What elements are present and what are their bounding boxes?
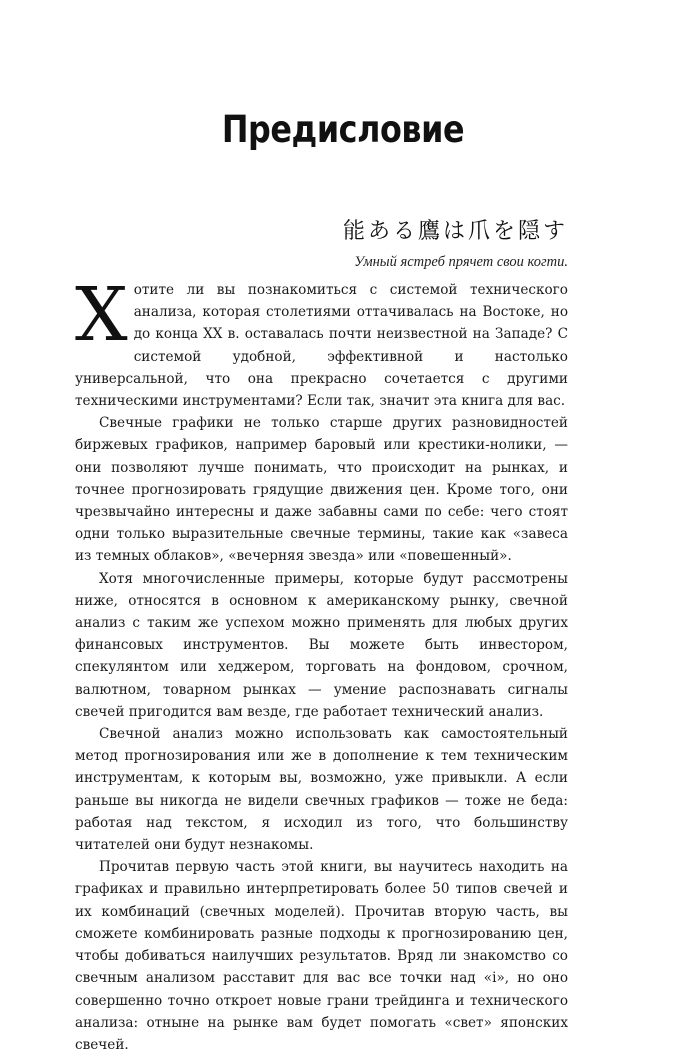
epigraph-japanese: 能ある鷹は爪を隠す [342, 219, 568, 244]
paragraph-3: Хотя многочисленные примеры, которые будут рассмотрены ниже, относятся в основном к американскому рынку, свечной анализ с таким же успехом можно применять для любых других финансовых инструментов. Вы можете быть инвестором, спекулянтом или хеджером, торговать на фондовом, срочном, валютном, товарном рынках — умение распознавать сигналы свечей пригодится вам везде, где работает технический анализ. [75, 570, 568, 720]
epigraph-translation: Умный ястреб прячет свои когти. [354, 254, 568, 270]
paragraph-4: Свечной анализ можно использовать как самостоятельный метод прогнозирования или же в дополнение к тем техническим инструментам, к которым вы, возможно, уже привыкли. А если раньше вы никогда не видели свечных графиков — тоже не беда: работая над текстом, я исходил из того, что большинству читателей они будут незнакомы. [75, 726, 568, 854]
body-text [75, 272, 568, 1056]
paragraph-1-text: отите ли вы познакомиться с системой технического анализа, которая столетиями оттачивалась на Востоке, но до конца XX в. оставалась почти неизвестной на Западе? С системой удобной, эффективной и настолько универсальной, что она прекрасно сочетается с другими техническими инструментами? Если так, значит эта книга для вас. [75, 282, 568, 410]
paragraph-1 [75, 272, 568, 412]
paragraph-5: Прочитав первую часть этой книги, вы научитесь находить на графиках и правильно интерпретировать более 50 типов свечей и их комбинаций (свечных моделей). Прочитав вторую часть, вы сможете комбинировать разные подходы к прогнозированию цен, чтобы добиваться наилучших результатов. Вряд ли знакомство со свечным анализом расставит для вас все точки над «i», но оно совершенно точно откроет новые грани трейдинга и технического анализа: отныне на рынке вам будет помогать «свет» японских свечей. [75, 859, 568, 1053]
chapter-title: Предисловие [221, 108, 465, 151]
paragraph-2: Свечные графики не только старше других разновидностей биржевых графиков, например баровый или крестики-нолики, — они позволяют лучше понимать, что происходит на рынках, и точнее прогнозировать грядущие движения цен. Кроме того, они чрезвычайно интересны и даже забавны сами по себе: чего стоят одни только выразительные свечные термины, такие как «завеса из темных облаков», «вечерняя звезда» или «повешенный». [75, 415, 568, 565]
drop-cap: Х [75, 272, 128, 358]
